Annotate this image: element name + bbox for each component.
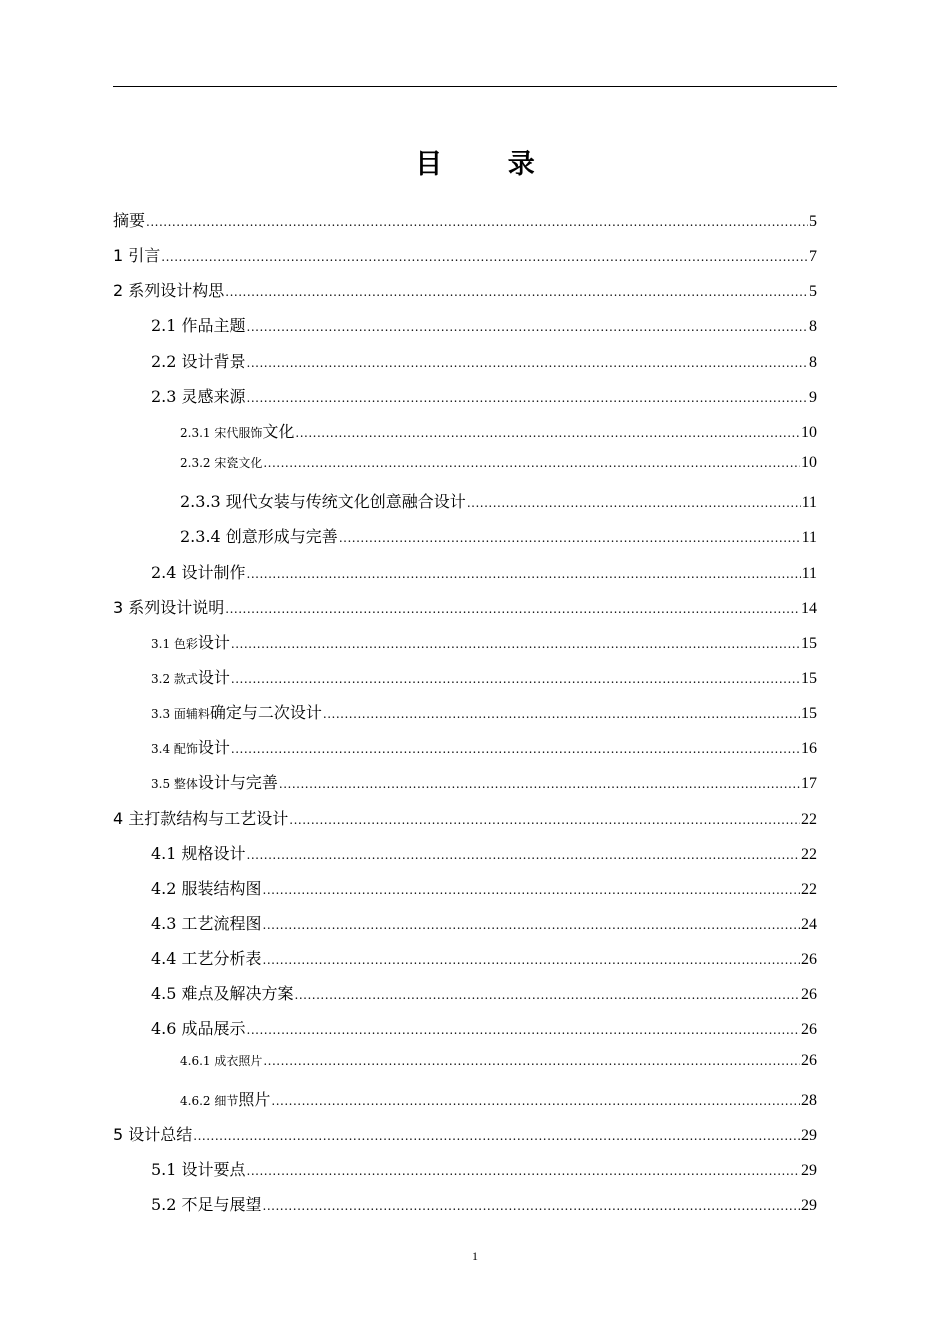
toc-entry-label bbox=[151, 700, 322, 723]
toc-entry-label: 2.3.4 创意形成与完善 bbox=[180, 527, 338, 546]
toc-entry-page: 7 bbox=[809, 248, 817, 265]
toc-entry-label: 4.1 规格设计 bbox=[151, 844, 246, 863]
toc-entry-label bbox=[151, 630, 230, 653]
toc-entry[interactable] bbox=[113, 208, 817, 232]
toc-entry-page: 26 bbox=[801, 1021, 817, 1038]
toc-entry-page: 22 bbox=[801, 811, 817, 828]
toc-entry-label-large: 设计 bbox=[197, 738, 230, 757]
toc-entry[interactable] bbox=[180, 524, 817, 548]
toc-entry-label-large: 照片 bbox=[238, 1090, 271, 1109]
toc-entry-label bbox=[151, 770, 278, 793]
toc-dot-leader bbox=[247, 320, 808, 334]
toc-entry[interactable] bbox=[180, 489, 817, 513]
toc-dot-leader bbox=[231, 742, 800, 756]
toc-entry-label bbox=[180, 419, 294, 442]
toc-entry-label-small: 3.3 面辅料 bbox=[151, 707, 210, 721]
toc-entry-label: 2.3.3 现代女装与传统文化创意融合设计 bbox=[180, 492, 466, 511]
toc-entry[interactable] bbox=[151, 700, 817, 724]
toc-entry-label: 2.3 灵感来源 bbox=[151, 387, 246, 406]
toc-entry[interactable] bbox=[113, 595, 817, 619]
toc-entry-label-small: 4.6.1 成衣照片 bbox=[180, 1054, 263, 1068]
page-number-footer: 1 bbox=[472, 1249, 478, 1263]
toc-entry-label: 2.2 设计背景 bbox=[151, 352, 246, 371]
toc-entry-page: 8 bbox=[809, 354, 817, 371]
toc-entry-label-small: 3.4 配饰 bbox=[151, 742, 198, 756]
toc-entry[interactable] bbox=[180, 454, 817, 478]
toc-entry-label: 2 系列设计构思 bbox=[113, 281, 225, 300]
toc-entry-label bbox=[151, 735, 230, 758]
toc-entry-page: 14 bbox=[801, 600, 817, 617]
toc-dot-leader bbox=[263, 953, 800, 967]
toc-entry[interactable] bbox=[151, 770, 817, 794]
toc-entry-label: 4.4 工艺分析表 bbox=[151, 949, 262, 968]
toc-entry-label: 4.5 难点及解决方案 bbox=[151, 984, 294, 1003]
toc-dot-leader bbox=[339, 531, 801, 545]
toc-entry[interactable] bbox=[151, 560, 817, 584]
toc-entry-page: 22 bbox=[801, 846, 817, 863]
toc-dot-leader bbox=[225, 602, 800, 616]
toc-entry[interactable] bbox=[151, 1157, 817, 1181]
toc-entry-label-small: 3.2 款式 bbox=[151, 672, 198, 686]
toc-entry[interactable] bbox=[180, 419, 817, 443]
toc-entry[interactable] bbox=[180, 1087, 817, 1111]
toc-entry-page: 11 bbox=[801, 565, 817, 582]
toc-entry-page: 17 bbox=[801, 775, 817, 792]
toc-entry-page: 9 bbox=[809, 389, 817, 406]
toc-entry-label-small: 3.1 色彩 bbox=[151, 637, 198, 651]
page-title: 目 录 bbox=[415, 149, 563, 180]
toc-dot-leader bbox=[161, 250, 808, 264]
toc-entry[interactable] bbox=[151, 1016, 817, 1040]
toc-entry[interactable] bbox=[151, 1192, 817, 1216]
toc-dot-leader bbox=[247, 1023, 800, 1037]
toc-entry-page: 15 bbox=[801, 670, 817, 687]
toc-dot-leader bbox=[271, 1094, 800, 1108]
toc-entry[interactable] bbox=[113, 243, 817, 267]
toc-entry-page: 29 bbox=[801, 1127, 817, 1144]
toc-dot-leader bbox=[295, 426, 800, 440]
toc-entry[interactable] bbox=[151, 946, 817, 970]
toc-entry-label: 5.1 设计要点 bbox=[151, 1160, 246, 1179]
toc-entry[interactable] bbox=[113, 806, 817, 830]
toc-entry[interactable] bbox=[151, 876, 817, 900]
toc-entry-page: 5 bbox=[809, 283, 817, 300]
toc-entry-label-small: 2.3.1 宋代服饰 bbox=[180, 426, 263, 440]
toc-entry-page: 10 bbox=[801, 454, 817, 471]
toc-entry-page: 29 bbox=[801, 1197, 817, 1214]
toc-entry-page: 22 bbox=[801, 881, 817, 898]
toc-entry-label bbox=[180, 454, 262, 471]
toc-entry-label: 4.2 服装结构图 bbox=[151, 879, 262, 898]
toc-dot-leader bbox=[289, 813, 800, 827]
toc-dot-leader bbox=[263, 918, 800, 932]
toc-entry-label bbox=[180, 1052, 262, 1069]
toc-entry[interactable] bbox=[151, 313, 817, 337]
toc-entry[interactable] bbox=[151, 981, 817, 1005]
toc-entry-page: 26 bbox=[801, 986, 817, 1003]
toc-entry-page: 11 bbox=[801, 529, 817, 546]
toc-dot-leader bbox=[146, 215, 808, 229]
toc-dot-leader bbox=[225, 285, 808, 299]
toc-entry[interactable] bbox=[151, 841, 817, 865]
toc-dot-leader bbox=[247, 848, 800, 862]
toc-entry[interactable] bbox=[151, 630, 817, 654]
toc-entry-page: 28 bbox=[801, 1092, 817, 1109]
toc-entry-label: 2.1 作品主题 bbox=[151, 316, 246, 335]
toc-entry-label: 4.3 工艺流程图 bbox=[151, 914, 262, 933]
toc-dot-leader bbox=[247, 567, 801, 581]
toc-entry-label: 1 引言 bbox=[113, 246, 161, 265]
toc-dot-leader bbox=[295, 988, 800, 1002]
toc-entry-page: 8 bbox=[809, 318, 817, 335]
toc-entry[interactable] bbox=[113, 1122, 817, 1146]
toc-entry[interactable] bbox=[151, 665, 817, 689]
toc-entry[interactable] bbox=[113, 278, 817, 302]
toc-entry-label: 4 主打款结构与工艺设计 bbox=[113, 809, 289, 828]
toc-entry-label-small: 4.6.2 细节 bbox=[180, 1094, 239, 1108]
toc-entry-page: 15 bbox=[801, 635, 817, 652]
toc-dot-leader bbox=[263, 883, 800, 897]
toc-entry-label-small: 2.3.2 宋瓷文化 bbox=[180, 456, 263, 470]
toc-entry-label: 5 设计总结 bbox=[113, 1125, 193, 1144]
toc-dot-leader bbox=[263, 456, 800, 470]
toc-dot-leader bbox=[247, 1164, 800, 1178]
toc-dot-leader bbox=[231, 637, 800, 651]
toc-entry-page: 10 bbox=[801, 424, 817, 441]
toc-entry-label bbox=[180, 1087, 270, 1110]
toc-entry-label: 4.6 成品展示 bbox=[151, 1019, 246, 1038]
toc-entry-label bbox=[151, 665, 230, 688]
toc-entry-page: 15 bbox=[801, 705, 817, 722]
toc-entry[interactable] bbox=[151, 911, 817, 935]
toc-dot-leader bbox=[279, 777, 800, 791]
toc-entry-label: 5.2 不足与展望 bbox=[151, 1195, 262, 1214]
toc-dot-leader bbox=[247, 391, 808, 405]
toc-entry-label-large: 文化 bbox=[262, 422, 295, 441]
toc-entry[interactable] bbox=[180, 1052, 817, 1076]
toc-entry-label-large: 设计 bbox=[197, 633, 230, 652]
toc-dot-leader bbox=[247, 356, 808, 370]
toc-entry-label: 摘要 bbox=[113, 211, 146, 230]
toc-entry-label-large: 确定与二次设计 bbox=[209, 703, 322, 722]
toc-dot-leader bbox=[323, 707, 800, 721]
toc-entry-page: 11 bbox=[801, 494, 817, 511]
header-rule bbox=[113, 86, 837, 87]
toc-entry-page: 24 bbox=[801, 916, 817, 933]
toc-entry[interactable] bbox=[151, 349, 817, 373]
toc-entry[interactable] bbox=[151, 735, 817, 759]
toc-dot-leader bbox=[231, 672, 800, 686]
toc-entry-page: 5 bbox=[809, 213, 817, 230]
toc-entry-label-large: 设计 bbox=[197, 668, 230, 687]
toc-entry[interactable] bbox=[151, 384, 817, 408]
toc-entry-label-small: 3.5 整体 bbox=[151, 777, 198, 791]
toc-entry-page: 26 bbox=[801, 1052, 817, 1069]
toc-entry-label: 2.4 设计制作 bbox=[151, 563, 246, 582]
toc-dot-leader bbox=[263, 1199, 800, 1213]
toc-entry-page: 29 bbox=[801, 1162, 817, 1179]
toc-dot-leader bbox=[193, 1129, 800, 1143]
toc-entry-page: 26 bbox=[801, 951, 817, 968]
toc-entry-label-large: 设计与完善 bbox=[197, 773, 278, 792]
toc-dot-leader bbox=[467, 496, 801, 510]
toc-entry-label: 3 系列设计说明 bbox=[113, 598, 225, 617]
toc-entry-page: 16 bbox=[801, 740, 817, 757]
toc-dot-leader bbox=[263, 1054, 800, 1068]
